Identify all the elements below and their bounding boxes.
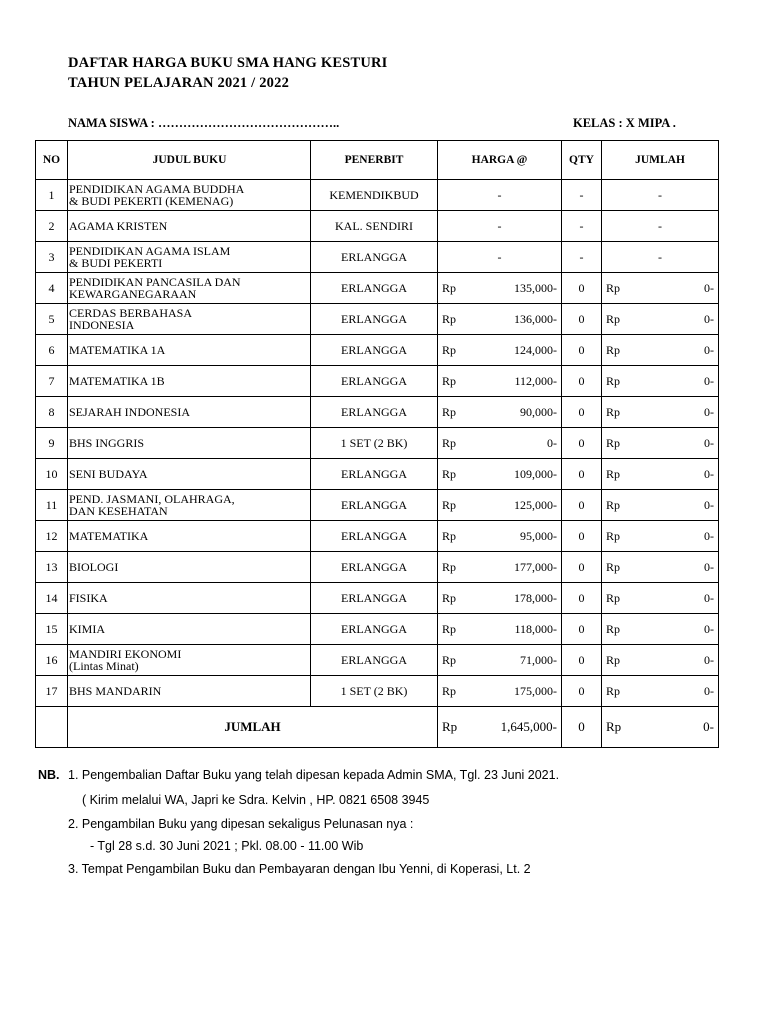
row-jumlah xyxy=(602,273,719,304)
row-judul xyxy=(68,180,311,211)
currency-label: Rp xyxy=(606,343,621,357)
row-no: 1 xyxy=(36,180,68,211)
currency-label: Rp xyxy=(442,374,457,388)
row-no: 8 xyxy=(36,397,68,428)
harga-value: 0- xyxy=(547,436,557,450)
row-penerbit: ERLANGGA xyxy=(311,366,438,397)
row-judul xyxy=(68,583,311,614)
judul-line-1: MATEMATIKA xyxy=(69,529,149,543)
currency-label: Rp xyxy=(606,653,621,667)
row-jumlah xyxy=(602,397,719,428)
row-penerbit: ERLANGGA xyxy=(311,645,438,676)
row-qty: 0 xyxy=(562,397,602,428)
total-label: JUMLAH xyxy=(68,707,438,748)
harga-value: 175,000- xyxy=(514,684,557,698)
note-2: 2. Pengambilan Buku yang dipesan sekaligus Pelunasan nya : xyxy=(68,817,414,831)
row-harga xyxy=(438,583,562,614)
total-row xyxy=(36,707,719,748)
document-subtitle: TAHUN PELAJARAN 2021 / 2022 xyxy=(68,75,290,91)
currency-label: Rp xyxy=(442,529,457,543)
row-jumlah xyxy=(602,490,719,521)
row-penerbit: ERLANGGA xyxy=(311,304,438,335)
row-judul xyxy=(68,397,311,428)
currency-label: Rp xyxy=(606,684,621,698)
row-no: 15 xyxy=(36,614,68,645)
row-judul xyxy=(68,428,311,459)
note-1-contact: ( Kirim melalui WA, Japri ke Sdra. Kelvin , HP. 0821 6508 3945 xyxy=(82,793,430,807)
col-header-harga: HARGA @ xyxy=(438,141,562,180)
row-qty: 0 xyxy=(562,459,602,490)
judul-line-2: (Lintas Minat) xyxy=(69,659,139,673)
jumlah-value: 0- xyxy=(704,405,714,419)
row-harga xyxy=(438,304,562,335)
row-harga xyxy=(438,676,562,707)
row-jumlah xyxy=(602,521,719,552)
currency-label: Rp xyxy=(606,467,621,481)
jumlah-value: 0- xyxy=(704,436,714,450)
row-harga: - xyxy=(438,211,562,242)
price-table xyxy=(35,140,719,748)
row-jumlah xyxy=(602,676,719,707)
row-penerbit: 1 SET (2 BK) xyxy=(311,676,438,707)
row-judul xyxy=(68,521,311,552)
row-qty: 0 xyxy=(562,645,602,676)
row-harga xyxy=(438,645,562,676)
currency-label: Rp xyxy=(442,719,458,734)
judul-line-2: DAN KESEHATAN xyxy=(69,504,168,518)
currency-label: Rp xyxy=(442,684,457,698)
row-judul xyxy=(68,459,311,490)
harga-value: 136,000- xyxy=(514,312,557,326)
table-row xyxy=(36,335,719,366)
row-qty: 0 xyxy=(562,614,602,645)
col-header-judul: JUDUL BUKU xyxy=(68,141,311,180)
table-row xyxy=(36,459,719,490)
judul-line-2: & BUDI PEKERTI (KEMENAG) xyxy=(69,194,234,208)
currency-label: Rp xyxy=(442,560,457,574)
row-judul xyxy=(68,552,311,583)
row-jumlah xyxy=(602,428,719,459)
table-row xyxy=(36,273,719,304)
judul-line-2: & BUDI PEKERTI xyxy=(69,256,163,270)
row-harga xyxy=(438,397,562,428)
table-row xyxy=(36,366,719,397)
row-judul xyxy=(68,304,311,335)
row-jumlah xyxy=(602,614,719,645)
harga-value: 112,000- xyxy=(514,374,557,388)
currency-label: Rp xyxy=(606,312,621,326)
table-row xyxy=(36,304,719,335)
harga-value: 135,000- xyxy=(514,281,557,295)
row-judul xyxy=(68,614,311,645)
table-row xyxy=(36,521,719,552)
table-row xyxy=(36,614,719,645)
row-jumlah xyxy=(602,304,719,335)
row-jumlah xyxy=(602,459,719,490)
currency-label: Rp xyxy=(442,405,457,419)
jumlah-value: 0- xyxy=(704,560,714,574)
row-jumlah xyxy=(602,366,719,397)
row-judul xyxy=(68,335,311,366)
document-title: DAFTAR HARGA BUKU SMA HANG KESTURI xyxy=(68,55,388,71)
jumlah-value: 0- xyxy=(704,653,714,667)
row-qty: 0 xyxy=(562,273,602,304)
judul-line-1: PENDIDIKAN AGAMA BUDDHA xyxy=(69,182,245,196)
judul-line-1: SENI BUDAYA xyxy=(69,467,148,481)
row-penerbit: ERLANGGA xyxy=(311,614,438,645)
harga-value: 177,000- xyxy=(514,560,557,574)
table-row xyxy=(36,552,719,583)
harga-value: 124,000- xyxy=(514,343,557,357)
row-judul xyxy=(68,490,311,521)
jumlah-value: 0- xyxy=(704,591,714,605)
row-penerbit: 1 SET (2 BK) xyxy=(311,428,438,459)
currency-label: Rp xyxy=(442,467,457,481)
row-harga xyxy=(438,521,562,552)
row-penerbit: ERLANGGA xyxy=(311,521,438,552)
row-qty: 0 xyxy=(562,676,602,707)
judul-line-1: MATEMATIKA 1A xyxy=(69,343,166,357)
currency-label: Rp xyxy=(442,591,457,605)
currency-label: Rp xyxy=(442,653,457,667)
row-qty: 0 xyxy=(562,521,602,552)
currency-label: Rp xyxy=(606,622,621,636)
row-qty: 0 xyxy=(562,490,602,521)
harga-value: 71,000- xyxy=(520,653,557,667)
table-row xyxy=(36,428,719,459)
currency-label: Rp xyxy=(606,374,621,388)
row-no: 17 xyxy=(36,676,68,707)
table-row xyxy=(36,242,719,273)
currency-label: Rp xyxy=(606,498,621,512)
row-no: 11 xyxy=(36,490,68,521)
judul-line-1: KIMIA xyxy=(69,622,105,636)
jumlah-value: 0- xyxy=(704,312,714,326)
jumlah-value: 0- xyxy=(704,498,714,512)
row-harga xyxy=(438,614,562,645)
currency-label: Rp xyxy=(442,622,457,636)
currency-label: Rp xyxy=(442,281,457,295)
currency-label: Rp xyxy=(606,405,621,419)
row-penerbit: ERLANGGA xyxy=(311,490,438,521)
row-penerbit: ERLANGGA xyxy=(311,397,438,428)
harga-value: 109,000- xyxy=(514,467,557,481)
row-no: 7 xyxy=(36,366,68,397)
row-jumlah xyxy=(602,645,719,676)
judul-line-1: CERDAS BERBAHASA xyxy=(69,306,193,320)
row-no: 5 xyxy=(36,304,68,335)
row-qty: 0 xyxy=(562,366,602,397)
row-no: 13 xyxy=(36,552,68,583)
judul-line-1: BIOLOGI xyxy=(69,560,119,574)
currency-label: Rp xyxy=(606,719,622,734)
table-row xyxy=(36,645,719,676)
currency-label: Rp xyxy=(606,281,621,295)
row-no: 12 xyxy=(36,521,68,552)
jumlah-value: 0- xyxy=(704,374,714,388)
row-jumlah: - xyxy=(602,211,719,242)
total-qty: 0 xyxy=(562,707,602,748)
row-no: 14 xyxy=(36,583,68,614)
judul-line-1: MANDIRI EKONOMI xyxy=(69,647,182,661)
row-judul xyxy=(68,645,311,676)
row-jumlah xyxy=(602,335,719,366)
row-harga: - xyxy=(438,242,562,273)
judul-line-1: PENDIDIKAN PANCASILA DAN xyxy=(69,275,241,289)
student-name-field: NAMA SISWA : …………………………………….. xyxy=(68,116,340,130)
row-penerbit: KEMENDIKBUD xyxy=(311,180,438,211)
row-penerbit: ERLANGGA xyxy=(311,583,438,614)
table-row xyxy=(36,211,719,242)
harga-value: 95,000- xyxy=(520,529,557,543)
judul-line-2: KEWARGANEGARAAN xyxy=(69,287,197,301)
note-1: 1. Pengembalian Daftar Buku yang telah dipesan kepada Admin SMA, Tgl. 23 Juni 2021. xyxy=(68,768,560,782)
harga-value: 178,000- xyxy=(514,591,557,605)
row-harga xyxy=(438,335,562,366)
currency-label: Rp xyxy=(606,436,621,450)
row-qty: - xyxy=(562,242,602,273)
row-harga xyxy=(438,366,562,397)
currency-label: Rp xyxy=(442,343,457,357)
total-jumlah: 0- xyxy=(703,719,714,734)
currency-label: Rp xyxy=(606,529,621,543)
harga-value: 90,000- xyxy=(520,405,557,419)
table-body xyxy=(36,180,719,707)
row-judul xyxy=(68,242,311,273)
total-harga-cell xyxy=(438,707,562,748)
note-2-schedule: - Tgl 28 s.d. 30 Juni 2021 ; Pkl. 08.00 - 11.00 Wib xyxy=(90,839,364,853)
row-no: 4 xyxy=(36,273,68,304)
row-qty: - xyxy=(562,211,602,242)
row-judul xyxy=(68,676,311,707)
row-penerbit: ERLANGGA xyxy=(311,552,438,583)
note-3: 3. Tempat Pengambilan Buku dan Pembayaran dengan Ibu Yenni, di Koperasi, Lt. 2 xyxy=(68,862,531,876)
row-qty: 0 xyxy=(562,583,602,614)
row-no: 10 xyxy=(36,459,68,490)
row-judul xyxy=(68,273,311,304)
judul-line-1: PENDIDIKAN AGAMA ISLAM xyxy=(69,244,231,258)
row-penerbit: KAL. SENDIRI xyxy=(311,211,438,242)
class-label: KELAS : X MIPA . xyxy=(573,116,676,130)
table-header-row xyxy=(36,141,719,180)
row-no: 6 xyxy=(36,335,68,366)
harga-value: 118,000- xyxy=(514,622,557,636)
row-jumlah: - xyxy=(602,180,719,211)
row-harga xyxy=(438,459,562,490)
total-jumlah-cell xyxy=(602,707,719,748)
row-qty: 0 xyxy=(562,335,602,366)
harga-value: 125,000- xyxy=(514,498,557,512)
row-penerbit: ERLANGGA xyxy=(311,459,438,490)
total-no-cell xyxy=(36,707,68,748)
row-harga: - xyxy=(438,180,562,211)
row-qty: 0 xyxy=(562,428,602,459)
col-header-no: NO xyxy=(36,141,68,180)
row-qty: 0 xyxy=(562,304,602,335)
jumlah-value: 0- xyxy=(704,622,714,636)
row-no: 2 xyxy=(36,211,68,242)
judul-line-1: PEND. JASMANI, OLAHRAGA, xyxy=(69,492,235,506)
currency-label: Rp xyxy=(442,312,457,326)
row-judul xyxy=(68,211,311,242)
row-judul xyxy=(68,366,311,397)
col-header-penerbit: PENERBIT xyxy=(311,141,438,180)
currency-label: Rp xyxy=(606,591,621,605)
judul-line-1: BHS MANDARIN xyxy=(69,684,162,698)
jumlah-value: 0- xyxy=(704,281,714,295)
currency-label: Rp xyxy=(606,560,621,574)
table-row xyxy=(36,676,719,707)
judul-line-2: INDONESIA xyxy=(69,318,135,332)
judul-line-1: MATEMATIKA 1B xyxy=(69,374,165,388)
judul-line-1: FISIKA xyxy=(69,591,108,605)
row-no: 9 xyxy=(36,428,68,459)
judul-line-1: AGAMA KRISTEN xyxy=(69,219,168,233)
row-qty: - xyxy=(562,180,602,211)
jumlah-value: 0- xyxy=(704,529,714,543)
currency-label: Rp xyxy=(442,498,457,512)
currency-label: Rp xyxy=(442,436,457,450)
row-penerbit: ERLANGGA xyxy=(311,335,438,366)
col-header-qty: QTY xyxy=(562,141,602,180)
row-no: 3 xyxy=(36,242,68,273)
table-row xyxy=(36,180,719,211)
row-jumlah xyxy=(602,583,719,614)
row-penerbit: ERLANGGA xyxy=(311,273,438,304)
row-no: 16 xyxy=(36,645,68,676)
row-harga xyxy=(438,428,562,459)
row-penerbit: ERLANGGA xyxy=(311,242,438,273)
row-harga xyxy=(438,273,562,304)
total-harga: 1,645,000- xyxy=(500,719,557,734)
table-row xyxy=(36,490,719,521)
col-header-jumlah: JUMLAH xyxy=(602,141,719,180)
table-row xyxy=(36,397,719,428)
jumlah-value: 0- xyxy=(704,467,714,481)
row-qty: 0 xyxy=(562,552,602,583)
judul-line-1: SEJARAH INDONESIA xyxy=(69,405,191,419)
notes-prefix: NB. xyxy=(38,768,60,782)
judul-line-1: BHS INGGRIS xyxy=(69,436,145,450)
jumlah-value: 0- xyxy=(704,343,714,357)
row-jumlah xyxy=(602,552,719,583)
jumlah-value: 0- xyxy=(704,684,714,698)
row-harga xyxy=(438,552,562,583)
row-jumlah: - xyxy=(602,242,719,273)
table-row xyxy=(36,583,719,614)
row-harga xyxy=(438,490,562,521)
